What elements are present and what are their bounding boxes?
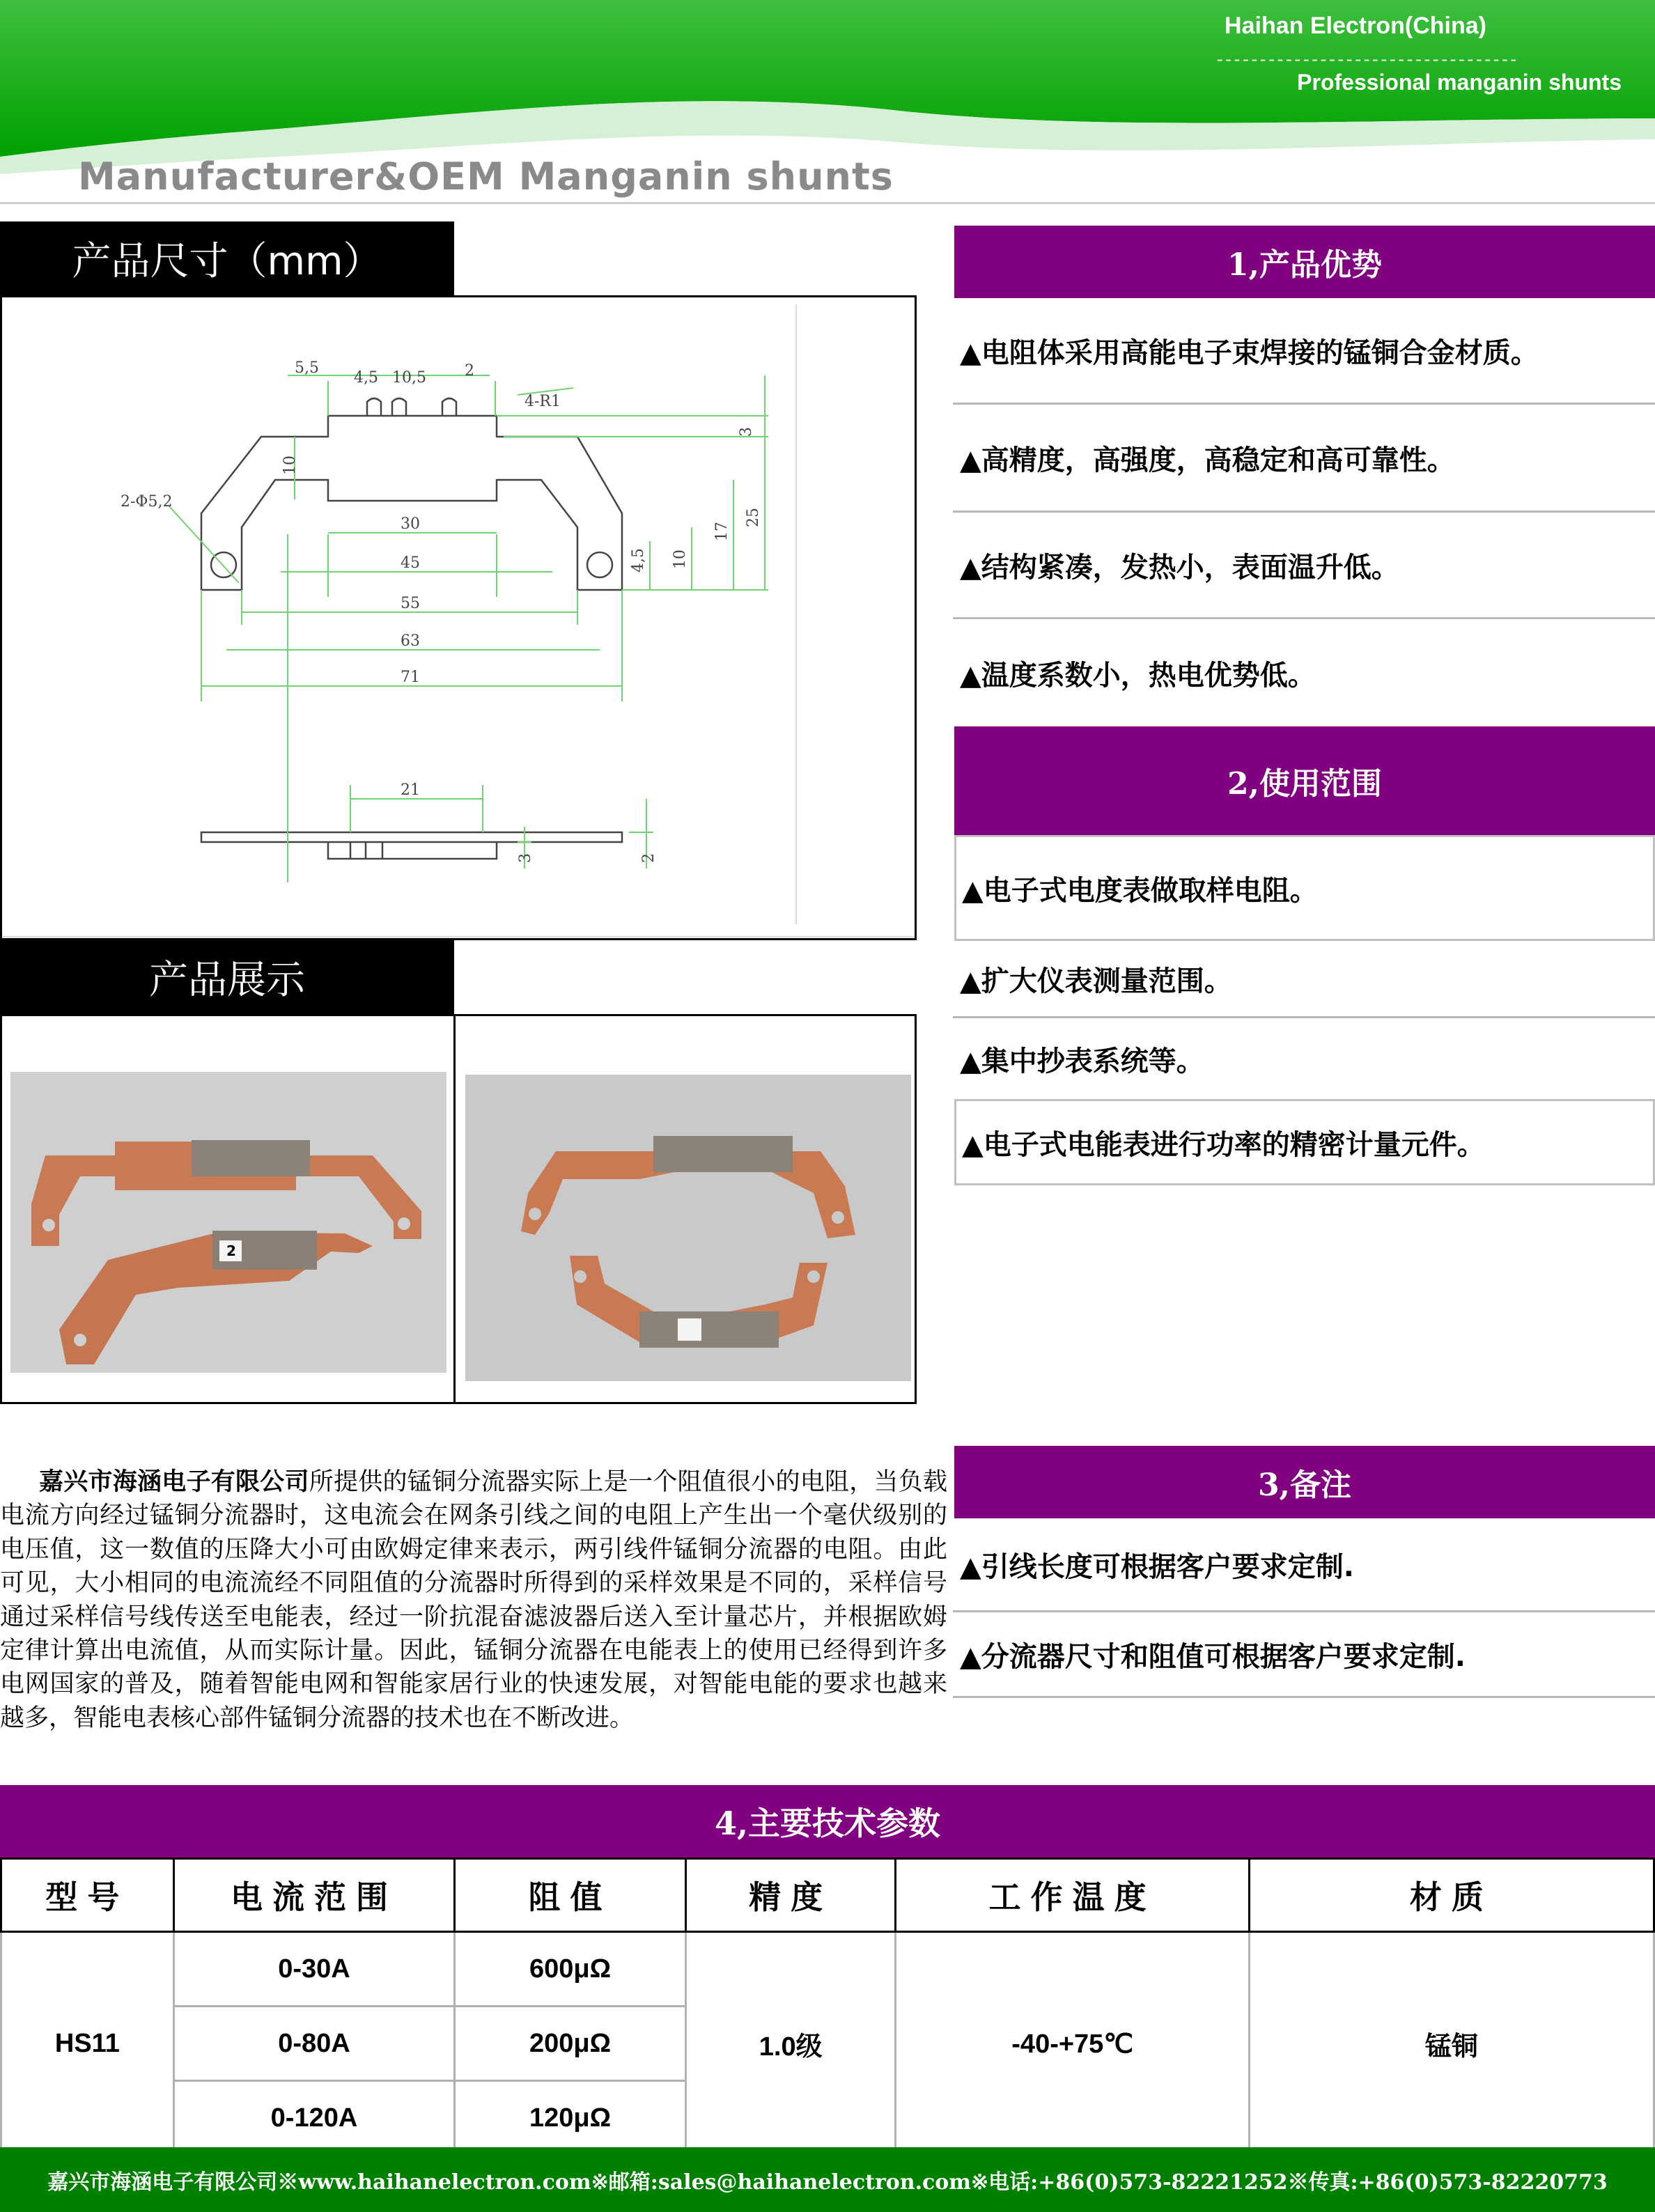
- svg-text:3: 3: [738, 427, 755, 437]
- intro-paragraph: [0, 1465, 947, 1735]
- svg-text:3: 3: [517, 853, 534, 863]
- current-cell: 0-80A: [173, 2007, 454, 2081]
- product-photo-left: [10, 1072, 446, 1373]
- material-cell: 锰铜: [1249, 1932, 1654, 2156]
- svg-text:2: 2: [640, 853, 658, 863]
- svg-text:4,5: 4,5: [630, 548, 647, 573]
- svg-text:17: 17: [713, 522, 731, 541]
- accuracy-cell: 1.0级: [685, 1932, 896, 2156]
- current-cell: 0-30A: [173, 1932, 454, 2007]
- advantage-item: ▲温度系数小，热电优势低。: [960, 659, 1316, 692]
- resistance-cell: 600μΩ: [455, 1932, 686, 2007]
- svg-text:21: 21: [401, 781, 420, 799]
- table-row: [1, 1932, 1654, 2007]
- column-header: 材质: [1249, 1859, 1654, 1932]
- column-header: 电流范围: [173, 1859, 454, 1932]
- showcase-tab: 产品展示: [0, 940, 454, 1014]
- column-header: 工作温度: [896, 1859, 1249, 1932]
- advantages-heading: 1,产品优势: [954, 226, 1655, 298]
- intro-text: 所提供的锰铜分流器实际上是一个阻值很小的电阻，当负载电流方向经过锰铜分流器时，这电流会在网条引线之间的电阻上产生出一个毫伏级别的电压值，这一数值的压降大小可由欧姆定律来表示，两引线件锰铜分流器的电阻。由此可见，大小相同的电流流经不同阻值的分流器时所得到的采样效果是不同的，采样信号通过采样信号线传送至电能表，经过一阶抗混奋滤波器后送入至计量芯片，并根据欧姆定律计算出电流值，从而实际计量。因此，锰铜分流器在电能表上的使用已经得到许多电网国家的普及，随着智能电网和智能家居行业的快速发展，对智能电能的要求也越来越多，智能电表核心部件锰铜分流器的技术也在不断改进。: [0, 1468, 947, 1732]
- specs-table: [0, 1857, 1655, 2156]
- contact-footer: 嘉兴市海涵电子有限公司※www.haihanelectron.com※邮箱:sales@haihanelectron.com※电话:+86(0)573-82221252※传真:+86(0)573-82220773: [0, 2147, 1655, 2212]
- application-item: ▲电子式电能表进行功率的精密计量元件。: [954, 1099, 1655, 1185]
- photo-badge: 2: [226, 1243, 236, 1259]
- column-header: 型号: [1, 1859, 174, 1932]
- column-header: 精度: [685, 1859, 896, 1932]
- svg-text:5,5: 5,5: [295, 359, 319, 377]
- divider: [953, 1696, 1655, 1698]
- dimension-drawing-panel: [0, 295, 917, 940]
- svg-text:4,5: 4,5: [354, 369, 378, 387]
- application-item: ▲集中抄表系统等。: [960, 1045, 1204, 1077]
- resistance-cell: 200μΩ: [455, 2007, 686, 2081]
- product-photo-right: [465, 1075, 911, 1381]
- specs-heading: 4,主要技术参数: [0, 1785, 1655, 1857]
- svg-text:10,5: 10,5: [392, 369, 426, 387]
- application-item: ▲电子式电度表做取样电阻。: [954, 835, 1655, 941]
- applications-heading: 2,使用范围: [954, 726, 1655, 835]
- svg-text:2-Φ5,2: 2-Φ5,2: [121, 493, 173, 511]
- svg-text:55: 55: [401, 595, 420, 612]
- tagline: Professional manganin shunts: [1297, 70, 1622, 95]
- advantage-item: ▲高精度，高强度，高稳定和高可靠性。: [960, 444, 1455, 476]
- temperature-cell: -40-+75℃: [896, 1932, 1249, 2156]
- svg-text:45: 45: [401, 554, 420, 572]
- svg-text:10: 10: [671, 550, 689, 569]
- resistance-cell: 120μΩ: [455, 2081, 686, 2156]
- column-header: 阻值: [455, 1859, 686, 1932]
- advantage-item: ▲结构紧凑，发热小，表面温升低。: [960, 551, 1399, 584]
- dimensions-tab: 产品尺寸（mm）: [0, 221, 454, 295]
- current-cell: 0-120A: [173, 2081, 454, 2156]
- svg-text:4-R1: 4-R1: [525, 393, 561, 410]
- svg-text:2: 2: [465, 362, 474, 380]
- note-item: ▲引线长度可根据客户要求定制.: [960, 1550, 1354, 1583]
- intro-company: 嘉兴市海涵电子有限公司: [39, 1468, 309, 1496]
- header-divider: -----------------------------------: [1215, 52, 1518, 70]
- product-photo-panel: [0, 1014, 917, 1404]
- svg-text:71: 71: [401, 669, 420, 686]
- application-item: ▲扩大仪表测量范围。: [960, 965, 1232, 997]
- svg-text:30: 30: [401, 515, 420, 533]
- photo-divider: [453, 1016, 456, 1402]
- advantage-item: ▲电阻体采用高能电子束焊接的锰铜合金材质。: [960, 336, 1539, 369]
- company-name: Haihan Electron(China): [1225, 13, 1486, 39]
- notes-heading: 3,备注: [954, 1446, 1655, 1518]
- svg-text:25: 25: [745, 508, 762, 527]
- svg-text:63: 63: [401, 632, 420, 650]
- banner-title: Manufacturer&OEM Manganin shunts: [78, 155, 894, 198]
- svg-text:10: 10: [281, 455, 299, 475]
- note-item: ▲分流器尺寸和阻值可根据客户要求定制.: [960, 1640, 1466, 1673]
- model-cell: HS11: [1, 1932, 174, 2156]
- dimension-drawing: [2, 297, 915, 938]
